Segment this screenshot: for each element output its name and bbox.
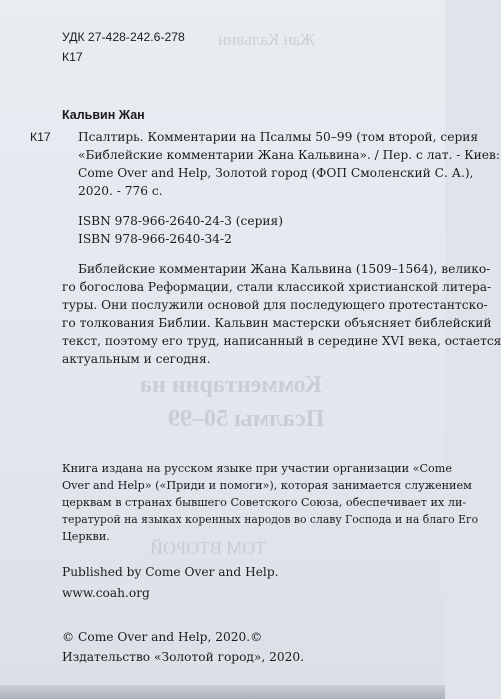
note-line: тературой на языках коренных народов во славу Господа и на благо Его bbox=[62, 513, 479, 526]
website-url: www.coah.org bbox=[62, 586, 150, 600]
annotation-line: актуальным и сегодня. bbox=[62, 352, 211, 366]
copyright-line: © Come Over and Help, 2020.© bbox=[62, 630, 263, 644]
ghost-volume: ТОМ ВТОРОЙ bbox=[150, 538, 267, 558]
annotation-line: туры. Они послужили основой для последующего протестантско- bbox=[62, 298, 488, 312]
note-line: Церкви. bbox=[62, 530, 110, 543]
bbk-code-left: К17 bbox=[30, 130, 51, 144]
annotation-line: Библейские комментарии Жана Кальвина (1509–1564), велико- bbox=[78, 262, 491, 276]
note-line: церквам в странах бывшего Советского Союза, обеспечивает их ли- bbox=[62, 496, 467, 509]
annotation-line: го толкования Библии. Кальвин мастерски объясняет библейский bbox=[62, 316, 492, 330]
note-line: Over and Help» («Приди и помоги»), которая занимается служением bbox=[62, 479, 472, 492]
udk-code: УДК 27-428-242.6-278 bbox=[62, 30, 185, 44]
bbk-code-top: К17 bbox=[62, 50, 83, 64]
record-line: Come Over and Help, Золотой город (ФОП Смоленский С. А.), bbox=[78, 166, 474, 180]
ghost-title-line-1: Комментарии на bbox=[140, 372, 322, 398]
author-heading: Кальвин Жан bbox=[62, 108, 145, 122]
copyright-line: Издательство «Золотой город», 2020. bbox=[62, 650, 305, 664]
ghost-header: Жан Кальвин bbox=[218, 30, 315, 49]
published-by: Published by Come Over and Help. bbox=[62, 565, 279, 579]
record-line: Псалтирь. Комментарии на Псалмы 50–99 (том второй, серия bbox=[78, 130, 479, 144]
isbn-series: ISBN 978-966-2640-24-3 (серия) bbox=[78, 214, 283, 228]
isbn-volume: ISBN 978-966-2640-34-2 bbox=[78, 232, 232, 246]
page-bottom-edge bbox=[0, 685, 445, 699]
note-line: Книга издана на русском языке при участии организации «Come bbox=[62, 462, 452, 475]
record-line: 2020. - 776 с. bbox=[78, 184, 163, 198]
annotation-line: текст, поэтому его труд, написанный в середине XVI века, остается bbox=[62, 334, 501, 348]
record-line: «Библейские комментарии Жана Кальвина». / Пер. с лат. - Киев: bbox=[78, 148, 500, 162]
ghost-title-line-2: Псалмы 50–99 bbox=[168, 406, 325, 432]
annotation-line: го богослова Реформации, стали классикой христианской литера- bbox=[62, 280, 492, 294]
